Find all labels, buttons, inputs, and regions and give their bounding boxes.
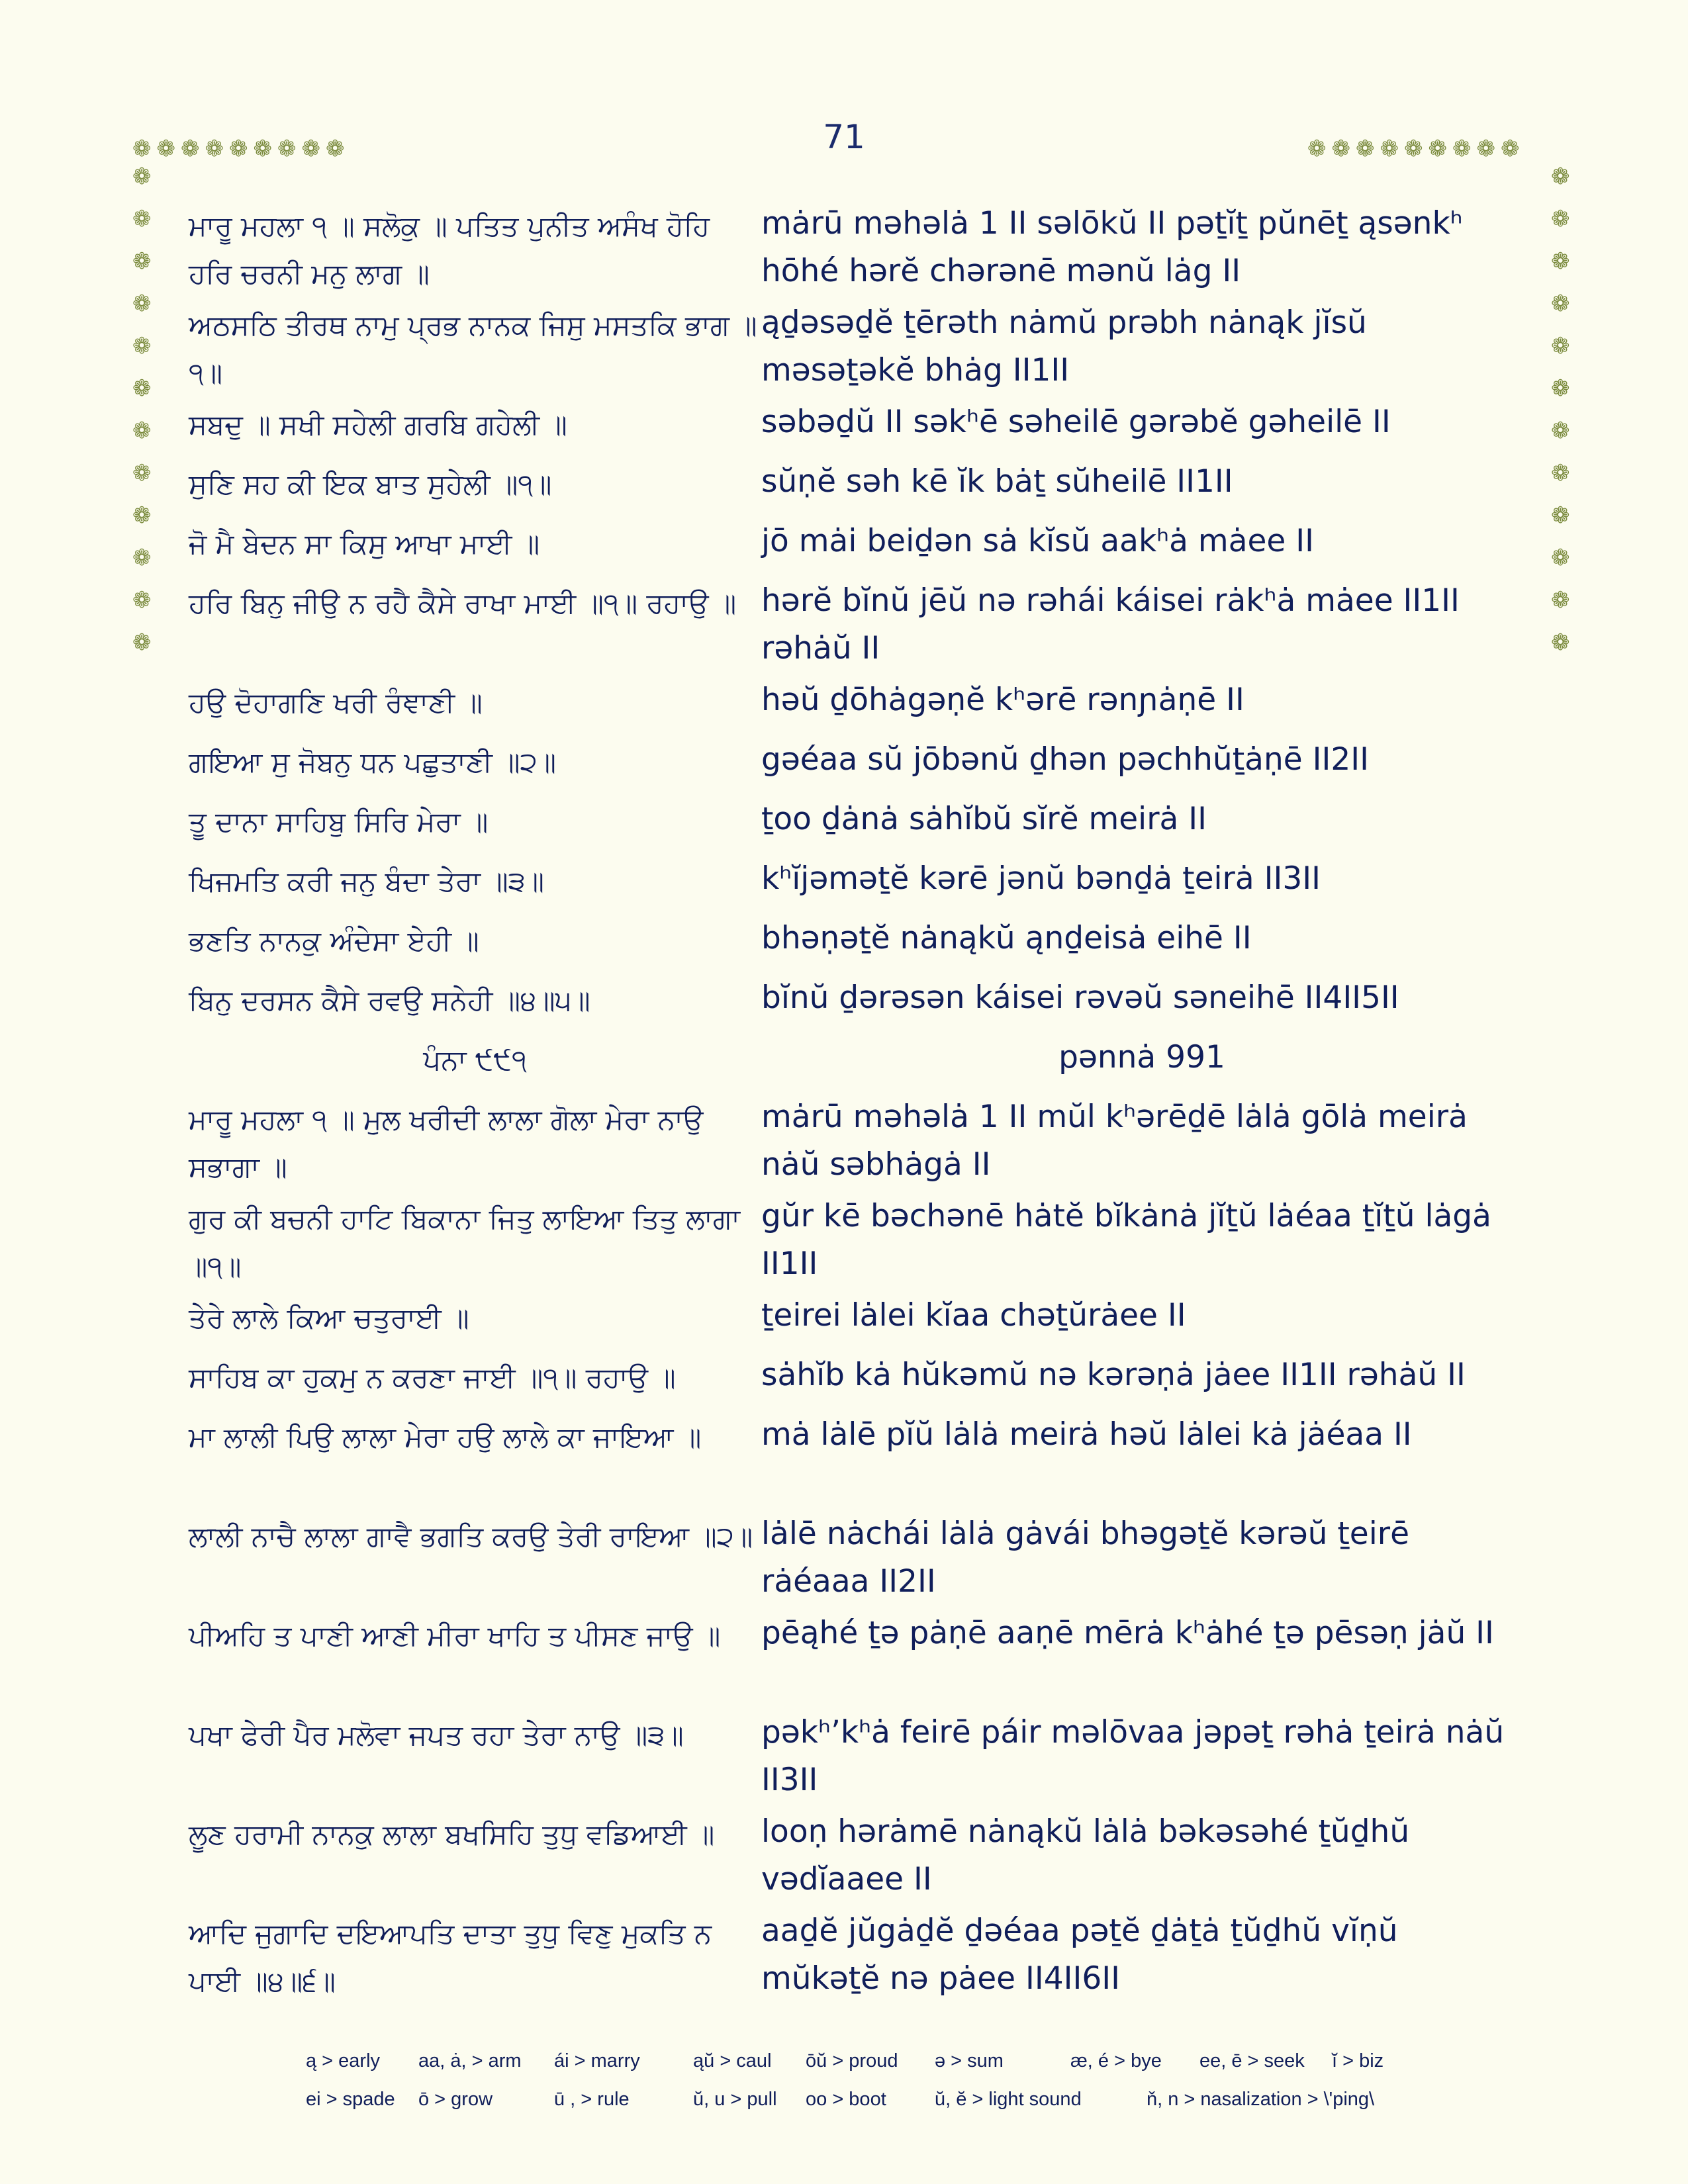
transliteration-text: ṯeirei lȧlei kĭaa chəṯŭrȧee II xyxy=(761,1297,1186,1334)
legend-item: ō > grow xyxy=(418,2088,493,2110)
flower-ornament-icon: ❁ xyxy=(301,136,320,162)
legend-item: ąŭ > caul xyxy=(693,2050,772,2071)
legend-item: ŭ, ĕ > light sound xyxy=(935,2088,1082,2110)
flower-ornament-icon: ❁ xyxy=(1551,291,1570,317)
flower-ornament-icon: ❁ xyxy=(229,136,248,162)
flower-ornament-icon: ❁ xyxy=(1551,418,1570,444)
verse-row xyxy=(189,577,1523,676)
transliteration-text: looṇ hərȧmē nȧnąkŭ lȧlȧ bəkəsəhé ṯŭḏhŭ vədĭaaee II xyxy=(761,1813,1420,1897)
flower-ornament-icon: ❁ xyxy=(253,136,272,162)
legend-item: ə > sum xyxy=(935,2050,1004,2071)
transliteration-text: ąḏəsəḏĕ ṯērəth nȧmŭ prəbh nȧnąk jĭsŭ məsəṯəkĕ bhȧg II1II xyxy=(761,304,1377,388)
gurmukhi-text: ਭਣਤਿ ਨਾਨਕੁ ਅੰਦੇਸਾ ਏਹੀ ॥ xyxy=(189,925,479,957)
flower-ornament-icon: ❁ xyxy=(1551,206,1570,232)
verse-row xyxy=(189,796,1523,855)
flower-ornament-icon: ❁ xyxy=(132,248,152,275)
flower-ornament-icon: ❁ xyxy=(132,136,152,162)
flower-ornament-icon: ❁ xyxy=(1551,163,1570,190)
flower-ornament-icon: ❁ xyxy=(1551,587,1570,614)
flower-ornament-icon: ❁ xyxy=(132,163,152,190)
verse-row xyxy=(189,1510,1523,1610)
flower-ornament-icon: ❁ xyxy=(1404,136,1423,162)
gurmukhi-text: ਗਇਆ ਸੁ ਜੋਬਨੁ ਧਨ ਪਛੁਤਾਣੀ ॥੨॥ xyxy=(189,746,557,778)
top-left-ornament-row xyxy=(132,138,345,160)
flower-ornament-icon: ❁ xyxy=(132,460,152,486)
transliteration-text: mȧrū məhəlȧ 1 II səlōkŭ II pəṯĭṯ pŭnēṯ ąsənkʰ hōhé hərĕ chərənē mənŭ lȧg II xyxy=(761,205,1473,289)
right-ornament-column xyxy=(1551,165,1570,654)
gurmukhi-text: ਲੂਣ ਹਰਾਮੀ ਨਾਨਕੁ ਲਾਲਾ ਬਖਸਿਹਿ ਤੁਧੁ ਵਡਿਆਈ ॥ xyxy=(189,1818,715,1850)
flower-ornament-icon: ❁ xyxy=(1551,248,1570,275)
flower-ornament-icon: ❁ xyxy=(1551,545,1570,571)
transliteration-text: mȧ lȧlē pĭŭ lȧlȧ meirȧ həŭ lȧlei kȧ jȧéaa II xyxy=(761,1416,1412,1453)
flower-ornament-icon: ❁ xyxy=(132,291,152,317)
flower-ornament-icon: ❁ xyxy=(1551,333,1570,359)
flower-ornament-icon: ❁ xyxy=(132,545,152,571)
flower-ornament-icon: ❁ xyxy=(156,136,175,162)
transliteration-text: sŭṇĕ səh kē ĭk bȧṯ sŭheilē II1II xyxy=(761,463,1233,500)
gurmukhi-text: ਮਾਰੂ ਮਹਲਾ ੧ ॥ ਸਲੋਕੁ ॥ ਪਤਿਤ ਪੁਨੀਤ ਅਸੰਖ ਹੋਹਿ ਹਰਿ ਚਰਨੀ ਮਨੁ ਲਾਗ ॥ xyxy=(189,210,710,290)
verse-row xyxy=(189,458,1523,518)
transliteration-text: aaḏĕ jŭgȧḏĕ ḏəéaa pəṯĕ ḏȧṯȧ ṯŭḏhŭ vĭṇŭ mŭkəṯĕ nə pȧee II4II6II xyxy=(761,1913,1408,1997)
verse-row xyxy=(189,1093,1523,1193)
transliteration-text: bĭnŭ ḏərəsən káisei rəvəŭ səneihē II4II5II xyxy=(761,979,1399,1016)
verse-row xyxy=(189,676,1523,736)
gurmukhi-text: ਸੁਣਿ ਸਹ ਕੀ ਇਕ ਬਾਤ ਸੁਹੇਲੀ ॥੧॥ xyxy=(189,468,552,500)
gurmukhi-text: ਤੇਰੇ ਲਾਲੇ ਕਿਆ ਚਤੁਰਾਈ ॥ xyxy=(189,1302,469,1334)
gurmukhi-text: ਗੁਰ ਕੀ ਬਚਨੀ ਹਾਟਿ ਬਿਕਾਨਾ ਜਿਤੁ ਲਾਇਆ ਤਿਤੁ ਲਾਗਾ ॥੧॥ xyxy=(189,1203,741,1283)
gurmukhi-text: ਜੋ ਮੈ ਬੇਦਨ ਸਾ ਕਿਸੁ ਆਖਾ ਮਾਈ ॥ xyxy=(189,527,540,560)
verse-row xyxy=(189,1292,1523,1351)
verse-row xyxy=(189,736,1523,796)
gurmukhi-text: ਹਉ ਦੋਹਾਗਣਿ ਖਰੀ ਰੰਞਾਣੀ ॥ xyxy=(189,686,483,719)
flower-ornament-icon: ❁ xyxy=(132,206,152,232)
verse-table xyxy=(189,200,1523,2007)
flower-ornament-icon: ❁ xyxy=(132,375,152,402)
transliteration-text: pəkʰ’kʰȧ feirē páir məlōvaa jəpəṯ rəhȧ ṯeirȧ nȧŭ II3II xyxy=(761,1714,1515,1798)
verse-row xyxy=(189,1610,1523,1709)
verse-row xyxy=(189,1411,1523,1510)
gurmukhi-text: ਬਿਨੁ ਦਰਸਨ ਕੈਸੇ ਰਵਉ ਸਨੇਹੀ ॥੪॥੫॥ xyxy=(189,984,590,1017)
flower-ornament-icon: ❁ xyxy=(1551,375,1570,402)
transliteration-text: pēąhé ṯə pȧṇē aaṇē mērȧ kʰȧhé ṯə pēsəṇ jȧŭ II xyxy=(761,1615,1494,1651)
transliteration-text: həŭ ḏōhȧgəṇĕ kʰərē rənɲȧṇē II xyxy=(761,682,1244,718)
transliteration-text: sȧhĭb kȧ hŭkəmŭ nə kərəṇȧ jȧee II1II rəhȧŭ II xyxy=(761,1357,1466,1393)
legend-item: ĭ > biz xyxy=(1332,2050,1384,2071)
flower-ornament-icon: ❁ xyxy=(132,418,152,444)
verse-row xyxy=(189,518,1523,577)
legend-item: æ, é > bye xyxy=(1070,2050,1162,2071)
flower-ornament-icon: ❁ xyxy=(1551,502,1570,529)
verse-row xyxy=(189,1351,1523,1411)
flower-ornament-icon: ❁ xyxy=(1356,136,1375,162)
transliteration-text: ṯoo ḏȧnȧ sȧhĭbŭ sĭrĕ meirȧ II xyxy=(761,801,1207,837)
top-right-ornament-row xyxy=(1307,138,1520,160)
gurmukhi-text: ਪਖਾ ਫੇਰੀ ਪੈਰ ਮਲੋਵਾ ਜਪਤ ਰਹਾ ਤੇਰਾ ਨਾਉ ॥੩॥ xyxy=(189,1719,684,1751)
flower-ornament-icon: ❁ xyxy=(1380,136,1399,162)
flower-ornament-icon: ❁ xyxy=(132,333,152,359)
pronunciation-legend xyxy=(306,2042,1497,2118)
flower-ornament-icon: ❁ xyxy=(1307,136,1327,162)
legend-item: ŭ, u > pull xyxy=(693,2088,777,2110)
legend-item: ōŭ > proud xyxy=(806,2050,898,2071)
gurmukhi-page-reference: ਪੰਨਾ ੯੯੧ xyxy=(423,1044,527,1076)
transliteration-text: kʰĭjəməṯĕ kərē jənŭ bənḏȧ ṯeirȧ II3II xyxy=(761,860,1321,897)
gurmukhi-text: ਹਰਿ ਬਿਨੁ ਜੀਉ ਨ ਰਹੈ ਕੈਸੇ ਰਾਖਾ ਮਾਈ ॥੧॥ ਰਹਾਉ ॥ xyxy=(189,587,737,619)
transliteration-text: jō mȧi beiḏən sȧ kĭsŭ aakʰȧ mȧee II xyxy=(761,523,1314,559)
verse-row xyxy=(189,974,1523,1034)
verse-row xyxy=(189,1193,1523,1292)
verse-row xyxy=(189,1808,1523,1907)
legend-item: ee, ē > seek xyxy=(1199,2050,1305,2071)
flower-ornament-icon: ❁ xyxy=(1428,136,1447,162)
flower-ornament-icon: ❁ xyxy=(1501,136,1520,162)
transliteration-text: lȧlē nȧchái lȧlȧ gȧvái bhəgəṯĕ kərəŭ ṯeirē rȧéaaa II2II xyxy=(761,1516,1419,1600)
gurmukhi-text: ਖਿਜਮਤਿ ਕਰੀ ਜਨੁ ਬੰਦਾ ਤੇਰਾ ॥੩॥ xyxy=(189,865,545,897)
legend-item: ái > marry xyxy=(554,2050,640,2071)
gurmukhi-text: ਆਦਿ ਜੁਗਾਦਿ ਦਇਆਪਤਿ ਦਾਤਾ ਤੁਧੁ ਵਿਣੁ ਮੁਕਤਿ ਨ ਪਾਈ ॥੪॥੬॥ xyxy=(189,1917,712,1997)
gurmukhi-text: ਲਾਲੀ ਨਾਚੈ ਲਾਲਾ ਗਾਵੈ ਭਗਤਿ ਕਰਉ ਤੇਰੀ ਰਾਇਆ ॥੨॥ xyxy=(189,1520,753,1553)
transliteration-text: gŭr kē bəchənē hȧtĕ bĭkȧnȧ jĭṯŭ lȧéaa ṯĭṯŭ lȧgȧ II1II xyxy=(761,1198,1501,1282)
page-number: 71 xyxy=(823,118,865,156)
gurmukhi-text: ਪੀਅਹਿ ਤ ਪਾਣੀ ਆਣੀ ਮੀਰਾ ਖਾਹਿ ਤ ਪੀਸਣ ਜਾਉ ॥ xyxy=(189,1619,721,1652)
flower-ornament-icon: ❁ xyxy=(132,629,152,656)
verse-row xyxy=(189,915,1523,974)
flower-ornament-icon: ❁ xyxy=(1476,136,1495,162)
legend-item: aa, ȧ, > arm xyxy=(418,2050,522,2071)
transliteration-page-reference: pənnȧ 991 xyxy=(1058,1039,1225,1075)
gurmukhi-text: ਸਾਹਿਬ ਕਾ ਹੁਕਮੁ ਨ ਕਰਣਾ ਜਾਈ ॥੧॥ ਰਹਾਉ ॥ xyxy=(189,1361,676,1394)
gurmukhi-text: ਸਬਦੁ ॥ ਸਖੀ ਸਹੇਲੀ ਗਰਬਿ ਗਹੇਲੀ ॥ xyxy=(189,408,567,441)
gurmukhi-text: ਤੂ ਦਾਨਾ ਸਾਹਿਬੁ ਸਿਰਿ ਮੇਰਾ ॥ xyxy=(189,805,489,838)
page-reference-row xyxy=(189,1034,1523,1093)
verse-row xyxy=(189,1907,1523,2007)
transliteration-text: gəéaa sŭ jōbənŭ ḏhən pəchhŭṯȧṇē II2II xyxy=(761,741,1369,778)
gurmukhi-text: ਮਾਰੂ ਮਹਲਾ ੧ ॥ ਮੁਲ ਖਰੀਦੀ ਲਾਲਾ ਗੋਲਾ ਮੇਰਾ ਨਾਉ ਸਭਾਗਾ ॥ xyxy=(189,1103,704,1183)
legend-row xyxy=(306,2042,1497,2080)
legend-item: ň, n > nasalization > \'ping\ xyxy=(1147,2088,1375,2110)
verse-row xyxy=(189,1709,1523,1808)
transliteration-text: səbəḏŭ II səkʰē səheilē gərəbĕ gəheilē II xyxy=(761,404,1391,440)
flower-ornament-icon: ❁ xyxy=(181,136,200,162)
flower-ornament-icon: ❁ xyxy=(1551,460,1570,486)
legend-row xyxy=(306,2080,1497,2118)
legend-item: ei > spade xyxy=(306,2088,395,2110)
flower-ornament-icon: ❁ xyxy=(132,587,152,614)
verse-row xyxy=(189,299,1523,398)
gurmukhi-text: ਮਾ ਲਾਲੀ ਪਿਉ ਲਾਲਾ ਮੇਰਾ ਹਉ ਲਾਲੇ ਕਾ ਜਾਇਆ ॥ xyxy=(189,1421,702,1453)
flower-ornament-icon: ❁ xyxy=(1551,629,1570,656)
left-ornament-column xyxy=(132,165,152,654)
flower-ornament-icon: ❁ xyxy=(277,136,297,162)
legend-item: oo > boot xyxy=(806,2088,886,2110)
verse-row xyxy=(189,398,1523,458)
legend-item: ą > early xyxy=(306,2050,381,2071)
flower-ornament-icon: ❁ xyxy=(1331,136,1350,162)
verse-row xyxy=(189,855,1523,915)
transliteration-text: mȧrū məhəlȧ 1 II mŭl kʰərēḏē lȧlȧ gōlȧ meirȧ nȧŭ səbhȧgȧ II xyxy=(761,1099,1477,1183)
transliteration-text: bhəṇəṯĕ nȧnąkŭ ąnḏeisȧ eihē II xyxy=(761,920,1252,956)
gurmukhi-text: ਅਠਸਠਿ ਤੀਰਥ ਨਾਮੁ ਪ੍ਰਭ ਨਾਨਕ ਜਿਸੁ ਮਸਤਕਿ ਭਾਗ ॥੧॥ xyxy=(189,309,757,389)
transliteration-text: hərĕ bĭnŭ jēŭ nə rəhái káisei rȧkʰȧ mȧee II1II rəhȧŭ II xyxy=(761,582,1470,666)
flower-ornament-icon: ❁ xyxy=(326,136,345,162)
flower-ornament-icon: ❁ xyxy=(132,502,152,529)
flower-ornament-icon: ❁ xyxy=(205,136,224,162)
verse-row xyxy=(189,200,1523,299)
flower-ornament-icon: ❁ xyxy=(1452,136,1472,162)
legend-item: ū , > rule xyxy=(554,2088,630,2110)
